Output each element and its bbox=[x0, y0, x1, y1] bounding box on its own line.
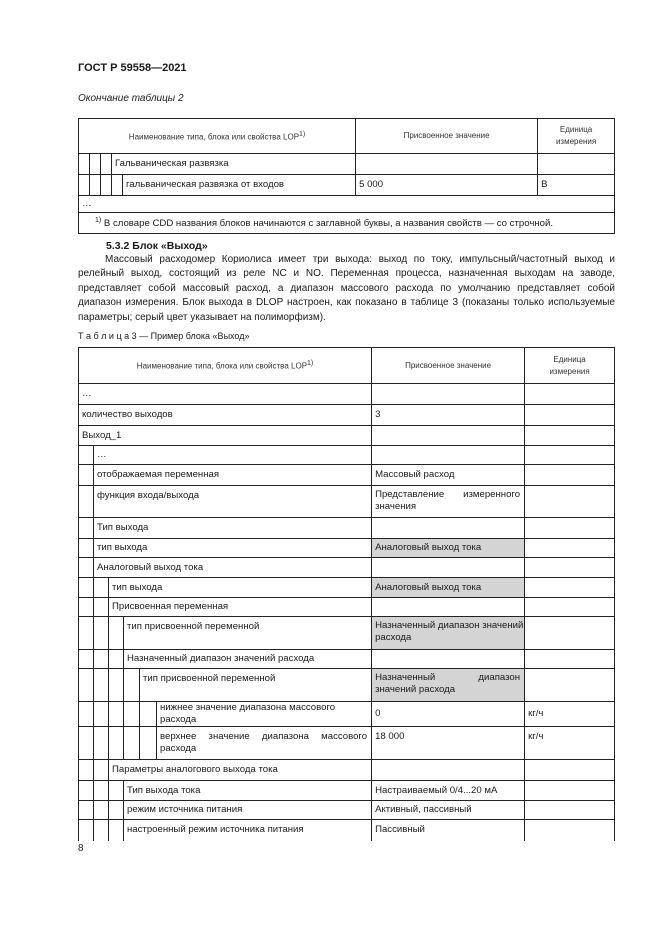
table-row bbox=[79, 539, 615, 558]
table-row bbox=[79, 175, 615, 196]
table2-header-row bbox=[79, 119, 615, 154]
row-name: … bbox=[79, 384, 372, 405]
row-value: Пассивный bbox=[372, 820, 525, 841]
row-unit bbox=[525, 426, 615, 446]
row-unit bbox=[525, 820, 615, 841]
table-row bbox=[79, 781, 615, 801]
table-row bbox=[79, 617, 615, 650]
row-name: верхнее значение диапазона массового расхода bbox=[157, 727, 372, 760]
row-value bbox=[372, 446, 525, 465]
row-unit bbox=[525, 650, 615, 669]
row-value: Настраиваемый 0/4...20 мА bbox=[372, 781, 525, 801]
row-name: Назначенный диапазон значений расхода bbox=[124, 650, 372, 669]
row-value: 3 bbox=[372, 405, 525, 426]
table-row bbox=[79, 465, 615, 486]
table-row bbox=[79, 801, 615, 820]
row-unit bbox=[525, 539, 615, 558]
row-unit bbox=[525, 405, 615, 426]
table-row bbox=[79, 558, 615, 578]
row-unit bbox=[525, 465, 615, 486]
row-value: Представление измеренного значения bbox=[372, 486, 525, 518]
row-value: 18 000 bbox=[372, 727, 525, 760]
row-name: Гальваническая развязка bbox=[112, 154, 356, 175]
row-unit bbox=[525, 598, 615, 617]
row-name: тип выхода bbox=[94, 539, 372, 558]
row-name: Присвоенная переменная bbox=[109, 598, 372, 617]
row-name: функция входа/выхода bbox=[94, 486, 372, 518]
row-value bbox=[372, 518, 525, 539]
row-name: Тип выхода тока bbox=[124, 781, 372, 801]
row-unit bbox=[525, 558, 615, 578]
row-value: Активный, пассивный bbox=[372, 801, 525, 820]
table2-col-name-header: Наименование типа, блока или свойства LOP1) bbox=[79, 119, 356, 154]
row-unit bbox=[525, 578, 615, 598]
section-title: 5.3.2 Блок «Выход» bbox=[106, 240, 208, 252]
table-row bbox=[79, 820, 615, 841]
row-value: 5 000 bbox=[356, 175, 538, 196]
row-unit bbox=[525, 801, 615, 820]
row-value: Назначенный диапазон значений расхода bbox=[372, 617, 525, 650]
table2-col-value-header: Присвоенное значение bbox=[356, 119, 538, 154]
table3-col-value-header: Присвоенное значение bbox=[372, 348, 525, 384]
table2-continuation-label: Окончание таблицы 2 bbox=[78, 93, 184, 104]
row-name: Аналоговый выход тока bbox=[94, 558, 372, 578]
table3 bbox=[78, 347, 615, 841]
section-paragraph bbox=[78, 253, 615, 325]
table-row bbox=[79, 598, 615, 617]
table-row bbox=[79, 518, 615, 539]
table-row bbox=[79, 578, 615, 598]
table-row bbox=[79, 669, 615, 702]
table-row bbox=[79, 727, 615, 760]
table3-header-row bbox=[79, 348, 615, 384]
row-value bbox=[372, 558, 525, 578]
table2 bbox=[78, 118, 615, 234]
row-unit bbox=[525, 486, 615, 518]
row-unit bbox=[525, 781, 615, 801]
row-name: Выход_1 bbox=[79, 426, 372, 446]
table-row bbox=[79, 760, 615, 781]
row-name: нижнее значение диапазона массового расхода bbox=[157, 702, 372, 727]
row-value bbox=[372, 650, 525, 669]
table-row bbox=[79, 426, 615, 446]
row-name: гальваническая развязка от входов bbox=[123, 175, 356, 196]
row-name: тип присвоенной переменной bbox=[140, 669, 372, 702]
row-value bbox=[372, 598, 525, 617]
table2-footnote-row bbox=[79, 213, 615, 234]
row-name: настроенный режим источника питания bbox=[124, 820, 372, 841]
row-unit bbox=[525, 446, 615, 465]
table-row bbox=[79, 384, 615, 405]
row-value: Аналоговый выход тока bbox=[372, 539, 525, 558]
table-row bbox=[79, 446, 615, 465]
page-number: 8 bbox=[78, 843, 84, 854]
row-value bbox=[372, 384, 525, 405]
row-value: Массовый расход bbox=[372, 465, 525, 486]
table-row bbox=[79, 486, 615, 518]
row-value: Назначенный диапазон значений расхода bbox=[372, 669, 525, 702]
table-row bbox=[79, 702, 615, 727]
row-name: отображаемая переменная bbox=[94, 465, 372, 486]
table-row bbox=[79, 196, 615, 213]
table2-col-unit-header: Единица измерения bbox=[538, 119, 615, 154]
standard-header: ГОСТ Р 59558—2021 bbox=[78, 62, 187, 74]
table3-col-unit-header: Единица измерения bbox=[525, 348, 615, 384]
row-unit: В bbox=[538, 175, 615, 196]
row-name: Параметры аналогового выхода тока bbox=[109, 760, 372, 781]
row-name: тип присвоенной переменной bbox=[124, 617, 372, 650]
table-row bbox=[79, 154, 615, 175]
row-unit bbox=[525, 617, 615, 650]
row-name: тип выхода bbox=[109, 578, 372, 598]
row-unit bbox=[525, 384, 615, 405]
row-name: количество выходов bbox=[79, 405, 372, 426]
table-row bbox=[79, 405, 615, 426]
table2-footnote: $^{1)}$ В словаре CDD названия блоков начинаются с заглавной буквы, а названия свойств — со строчной. bbox=[79, 213, 615, 234]
table3-col-name-header: Наименование типа, блока или свойства LOP1) bbox=[79, 348, 372, 384]
row-unit bbox=[538, 154, 615, 175]
row-value bbox=[372, 426, 525, 446]
row-value bbox=[356, 154, 538, 175]
row-unit bbox=[525, 760, 615, 781]
row-unit: кг/ч bbox=[525, 727, 615, 760]
row-name: режим источника питания bbox=[124, 801, 372, 820]
row-name: Тип выхода bbox=[94, 518, 372, 539]
row-name: … bbox=[79, 196, 615, 213]
row-unit bbox=[525, 518, 615, 539]
table-row bbox=[79, 650, 615, 669]
row-unit bbox=[525, 669, 615, 702]
row-value: 0 bbox=[372, 702, 525, 727]
row-value bbox=[372, 760, 525, 781]
row-unit: кг/ч bbox=[525, 702, 615, 727]
row-value: Аналоговый выход тока bbox=[372, 578, 525, 598]
table3-caption: Т а б л и ц а 3 — Пример блока «Выход» bbox=[78, 331, 250, 341]
row-name: … bbox=[94, 446, 372, 465]
paragraph-text: Массовый расходомер Кориолиса имеет три выхода: выход по току, импульсный/частотный выход и релейный выход, состоящий из реле NC и NO. Переменная процесса, назначенная выходам на заводе, представляет собой массовый расход, а диапазон массового расхода по умолчанию представляет собой диапазон измерения. Блок выхода в DLOP настроен, как показано в таблице 3 (показаны только используемые параметры; серый цвет указывает на полиморфизм). bbox=[78, 254, 615, 323]
